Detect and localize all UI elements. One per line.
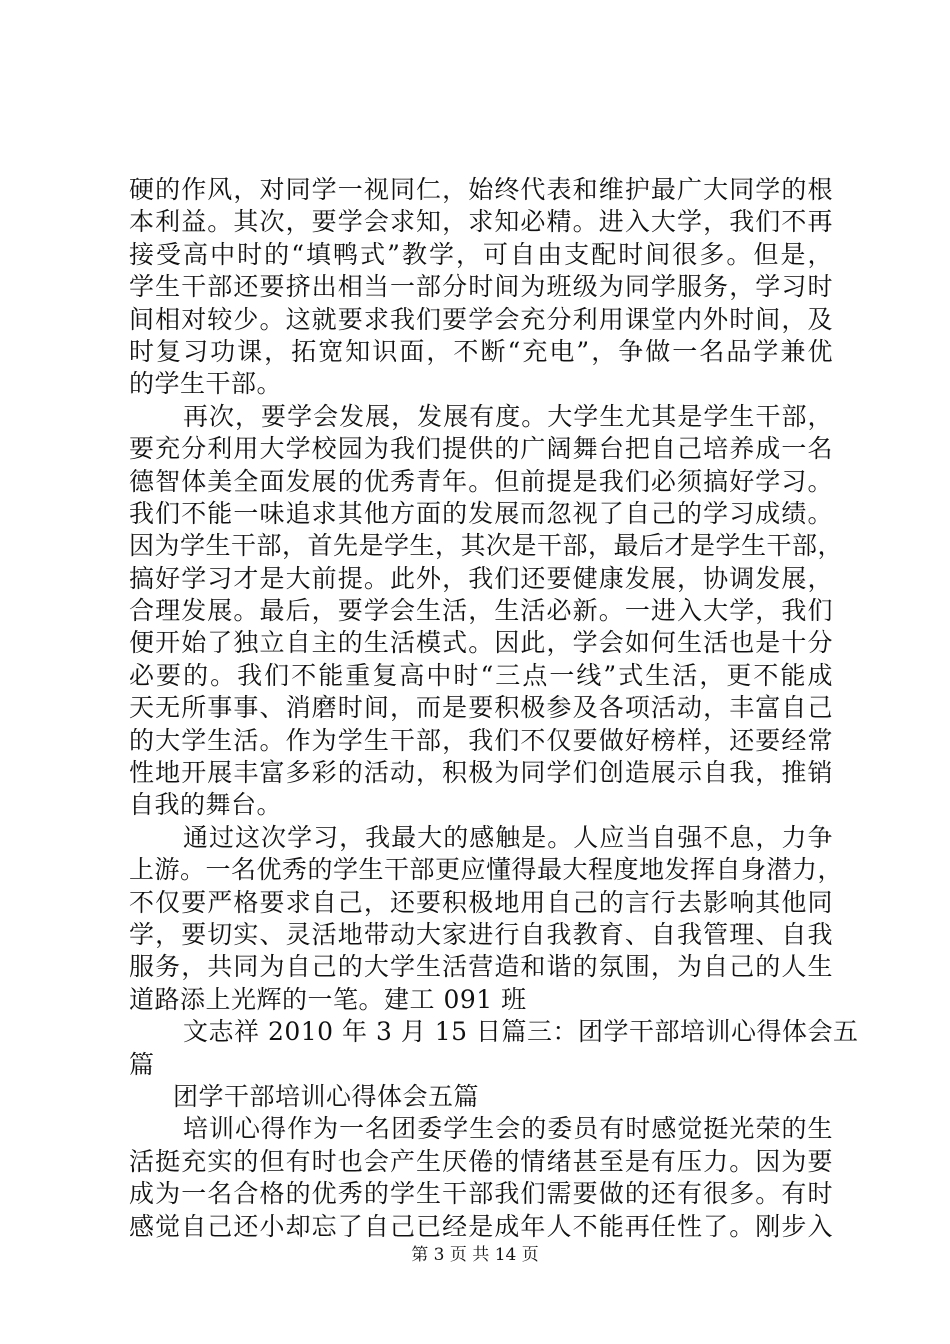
text-line: 本利益。其次，要学会求知，求知必精。进入大学，我们不再 <box>129 207 833 237</box>
text-line: 德智体美全面发展的优秀青年。但前提是我们必须搞好学习。 <box>129 466 833 496</box>
body-text <box>129 174 859 1243</box>
text-line: 活挺充实的但有时也会产生厌倦的情绪甚至是有压力。因为要 <box>129 1146 833 1176</box>
text-line: 学生干部还要挤出相当一部分时间为班级为同学服务，学习时 <box>129 272 833 302</box>
text-line: 性地开展丰富多彩的活动，积极为同学们创造展示自我，推销 <box>129 758 833 788</box>
text-line: 成为一名合格的优秀的学生干部我们需要做的还有很多。有时 <box>129 1179 833 1209</box>
text-line: 接受高中时的“填鸭式”教学，可自由支配时间很多。但是， <box>129 239 833 269</box>
text-line: 自我的舞台。 <box>129 790 283 820</box>
text-line: 要充分利用大学校园为我们提供的广阔舞台把自己培养成一名 <box>129 434 833 464</box>
text-line: 不仅要严格要求自己，还要积极地用自己的言行去影响其他同 <box>129 887 833 917</box>
text-line: 学，要切实、灵活地带动大家进行自我教育、自我管理、自我 <box>129 919 833 949</box>
text-line: 上游。一名优秀的学生干部更应懂得最大程度地发挥自身潜力， <box>129 855 844 885</box>
text-line: 道路添上光辉的一笔。建工 091 班 <box>129 984 527 1014</box>
text-line: 天无所事事、消磨时间，而是要积极参及各项活动，丰富自己 <box>129 693 833 723</box>
text-line: 的大学生活。作为学生干部，我们不仅要做好榜样，还要经常 <box>129 725 833 755</box>
paragraph-start-line: 培训心得作为一名团委学生会的委员有时感觉挺光荣的生 <box>183 1114 833 1144</box>
text-line: 的学生干部。 <box>129 369 283 399</box>
paragraph-start-line: 文志祥 2010 年 3 月 15 日篇三：团学干部培训心得体会五 <box>183 1017 859 1047</box>
text-line: 时复习功课，拓宽知识面，不断“充电”，争做一名品学兼优 <box>129 336 833 366</box>
text-line: 我们不能一味追求其他方面的发展而忽视了自己的学习成绩。 <box>129 498 833 528</box>
text-line: 间相对较少。这就要求我们要学会充分利用课堂内外时间，及 <box>129 304 833 334</box>
text-line: 因为学生干部，首先是学生，其次是干部，最后才是学生干部， <box>129 531 844 561</box>
text-line: 便开始了独立自主的生活模式。因此，学会如何生活也是十分 <box>129 628 833 658</box>
text-line: 必要的。我们不能重复高中时“三点一线”式生活，更不能成 <box>129 660 833 690</box>
text-line: 搞好学习才是大前提。此外，我们还要健康发展，协调发展， <box>129 563 833 593</box>
section-title-line: 团学干部培训心得体会五篇 <box>173 1081 480 1111</box>
text-line: 合理发展。最后，要学会生活，生活必新。一进入大学，我们 <box>129 596 833 626</box>
paragraph-start-line: 通过这次学习，我最大的感触是。人应当自强不息，力争 <box>183 822 833 852</box>
page-number-footer: 第 3 页 共 14 页 <box>411 1245 539 1265</box>
text-line: 服务，共同为自己的大学生活营造和谐的氛围，为自己的人生 <box>129 952 833 982</box>
paragraph-start-line: 再次，要学会发展，发展有度。大学生尤其是学生干部， <box>183 401 833 431</box>
text-line: 感觉自己还小却忘了自己已经是成年人不能再任性了。刚步入 <box>129 1211 833 1241</box>
text-line: 硬的作风，对同学一视同仁，始终代表和维护最广大同学的根 <box>129 175 833 204</box>
text-line: 篇 <box>129 1049 155 1079</box>
